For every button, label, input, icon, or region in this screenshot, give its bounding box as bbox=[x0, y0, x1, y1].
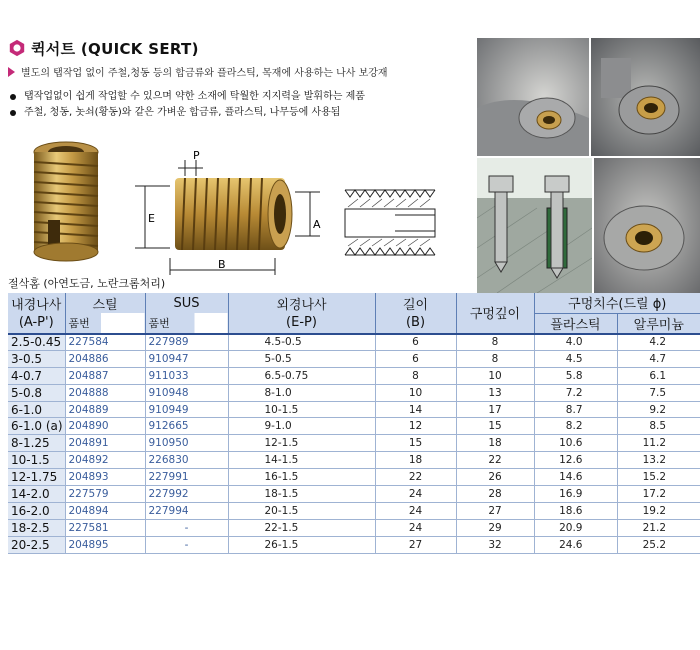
aluminum-drill-cell: 19.2 bbox=[617, 502, 700, 519]
table-row bbox=[8, 418, 700, 435]
depth-cell: 28 bbox=[456, 486, 534, 503]
size-cell: 10-1.5 bbox=[8, 452, 65, 469]
length-cell: 24 bbox=[375, 502, 456, 519]
insert-closeup-photo bbox=[591, 38, 700, 156]
aluminum-drill-cell: 8.5 bbox=[617, 418, 700, 435]
plastic-drill-cell: 4.5 bbox=[534, 350, 617, 367]
plastic-drill-cell: 12.6 bbox=[534, 452, 617, 469]
outer-thread-cell: 20-1.5 bbox=[228, 502, 375, 519]
bullet-icon bbox=[10, 110, 16, 116]
sus-code-cell: - bbox=[145, 519, 228, 536]
table-row bbox=[8, 486, 700, 503]
sus-code-cell: 227989 bbox=[145, 334, 228, 351]
length-cell: 6 bbox=[375, 334, 456, 351]
bullet-icon bbox=[10, 94, 16, 100]
size-cell: 16-2.0 bbox=[8, 502, 65, 519]
outer-thread-cell: 14-1.5 bbox=[228, 452, 375, 469]
insert-in-casting-photo bbox=[477, 38, 589, 156]
depth-cell: 13 bbox=[456, 384, 534, 401]
col-sus-header: SUS bbox=[145, 293, 228, 313]
cross-section-drawing bbox=[340, 185, 440, 260]
size-cell: 4-0.7 bbox=[8, 367, 65, 384]
subtitle-row bbox=[8, 64, 388, 79]
sus-code-cell: 910948 bbox=[145, 384, 228, 401]
feature-item bbox=[10, 89, 365, 105]
plastic-drill-cell: 20.9 bbox=[534, 519, 617, 536]
size-cell: 20-2.5 bbox=[8, 536, 65, 553]
steel-code-cell: 204890 bbox=[65, 418, 145, 435]
table-row bbox=[8, 401, 700, 418]
table-body bbox=[8, 334, 700, 554]
col-drill-header: 구멍치수(드릴 ϕ) bbox=[534, 293, 700, 313]
aluminum-drill-cell: 15.2 bbox=[617, 469, 700, 486]
size-cell: 18-2.5 bbox=[8, 519, 65, 536]
col-aluminum-header: 알루미늄 bbox=[617, 313, 700, 334]
steel-code-cell: 204886 bbox=[65, 350, 145, 367]
col-length-header: 길이 bbox=[375, 293, 456, 313]
length-cell: 15 bbox=[375, 435, 456, 452]
plastic-drill-cell: 24.6 bbox=[534, 536, 617, 553]
page-title-row bbox=[8, 38, 199, 58]
sus-code-cell: 227991 bbox=[145, 469, 228, 486]
depth-cell: 15 bbox=[456, 418, 534, 435]
col-outer-header: 외경나사 bbox=[228, 293, 375, 313]
steel-code-cell: 204892 bbox=[65, 452, 145, 469]
depth-cell: 18 bbox=[456, 435, 534, 452]
aluminum-drill-cell: 4.7 bbox=[617, 350, 700, 367]
sus-code-cell: 910949 bbox=[145, 401, 228, 418]
outer-thread-cell: 12-1.5 bbox=[228, 435, 375, 452]
triangle-marker-icon bbox=[8, 67, 15, 77]
dim-label-e: E bbox=[148, 212, 155, 225]
sus-code-cell: - bbox=[145, 536, 228, 553]
col-sus-subheader: 품번 bbox=[145, 313, 228, 334]
size-cell: 14-2.0 bbox=[8, 486, 65, 503]
installation-diagram-photo bbox=[477, 158, 592, 293]
table-row bbox=[8, 367, 700, 384]
size-cell: 3-0.5 bbox=[8, 350, 65, 367]
plastic-drill-cell: 4.0 bbox=[534, 334, 617, 351]
outer-thread-cell: 18-1.5 bbox=[228, 486, 375, 503]
sus-code-cell: 227992 bbox=[145, 486, 228, 503]
depth-cell: 10 bbox=[456, 367, 534, 384]
size-cell: 5-0.8 bbox=[8, 384, 65, 401]
dim-label-p: P bbox=[193, 150, 200, 162]
feature-list bbox=[10, 89, 365, 121]
col-size-subheader: (A-P') bbox=[8, 313, 65, 334]
steel-code-cell: 227584 bbox=[65, 334, 145, 351]
sus-code-cell: 227994 bbox=[145, 502, 228, 519]
aluminum-drill-cell: 9.2 bbox=[617, 401, 700, 418]
table-row bbox=[8, 435, 700, 452]
col-depth-header: 구멍깊이 bbox=[456, 293, 534, 334]
dim-label-b: B bbox=[218, 258, 226, 271]
steel-code-cell: 204895 bbox=[65, 536, 145, 553]
sus-code-cell: 910947 bbox=[145, 350, 228, 367]
feature-item bbox=[10, 105, 365, 121]
length-cell: 22 bbox=[375, 469, 456, 486]
installed-insert-photo bbox=[594, 158, 700, 293]
aluminum-drill-cell: 4.2 bbox=[617, 334, 700, 351]
outer-thread-cell: 10-1.5 bbox=[228, 401, 375, 418]
steel-code-cell: 204888 bbox=[65, 384, 145, 401]
depth-cell: 26 bbox=[456, 469, 534, 486]
table-row bbox=[8, 519, 700, 536]
plastic-drill-cell: 5.8 bbox=[534, 367, 617, 384]
dimension-drawing bbox=[130, 150, 330, 280]
table-row bbox=[8, 452, 700, 469]
table-row bbox=[8, 502, 700, 519]
feature-text: 주철, 청동, 놋쇠(황동)와 같은 가벼운 합금류, 플라스틱, 나무등에 사용됨 bbox=[24, 107, 341, 118]
aluminum-drill-cell: 11.2 bbox=[617, 435, 700, 452]
outer-thread-cell: 16-1.5 bbox=[228, 469, 375, 486]
size-cell: 12-1.75 bbox=[8, 469, 65, 486]
sus-code-cell: 226830 bbox=[145, 452, 228, 469]
plastic-drill-cell: 16.9 bbox=[534, 486, 617, 503]
brass-insert-photo bbox=[20, 140, 112, 270]
plastic-drill-cell: 8.2 bbox=[534, 418, 617, 435]
length-cell: 6 bbox=[375, 350, 456, 367]
subtitle-text: 별도의 탭작업 없이 주철,청동 등의 합금류와 플라스틱, 목재에 사용하는 나사 보강재 bbox=[21, 68, 388, 79]
depth-cell: 29 bbox=[456, 519, 534, 536]
size-cell: 6-1.0 bbox=[8, 401, 65, 418]
steel-code-cell: 204891 bbox=[65, 435, 145, 452]
illustration-caption: 절삭홈 (아연도금, 노란크롬처리) bbox=[8, 277, 166, 290]
depth-cell: 8 bbox=[456, 350, 534, 367]
col-size-header: 내경나사 bbox=[8, 293, 65, 313]
length-cell: 8 bbox=[375, 367, 456, 384]
size-cell: 8-1.25 bbox=[8, 435, 65, 452]
outer-thread-cell: 5-0.5 bbox=[228, 350, 375, 367]
table-row bbox=[8, 536, 700, 553]
depth-cell: 22 bbox=[456, 452, 534, 469]
table-subheader-row bbox=[8, 313, 700, 334]
depth-cell: 32 bbox=[456, 536, 534, 553]
col-length-subheader: (B) bbox=[375, 313, 456, 334]
page-title: 퀵서트 (QUICK SERT) bbox=[31, 39, 199, 58]
outer-thread-cell: 4.5-0.5 bbox=[228, 334, 375, 351]
hexagon-nut-icon bbox=[8, 39, 26, 57]
size-cell: 6-1.0 (a) bbox=[8, 418, 65, 435]
length-cell: 18 bbox=[375, 452, 456, 469]
table-row bbox=[8, 350, 700, 367]
size-cell: 2.5-0.45 bbox=[8, 334, 65, 351]
plastic-drill-cell: 10.6 bbox=[534, 435, 617, 452]
outer-thread-cell: 6.5-0.75 bbox=[228, 367, 375, 384]
outer-thread-cell: 9-1.0 bbox=[228, 418, 375, 435]
length-cell: 14 bbox=[375, 401, 456, 418]
aluminum-drill-cell: 21.2 bbox=[617, 519, 700, 536]
sus-code-cell: 910950 bbox=[145, 435, 228, 452]
spec-table bbox=[8, 293, 700, 554]
steel-code-cell: 204889 bbox=[65, 401, 145, 418]
length-cell: 12 bbox=[375, 418, 456, 435]
col-steel-header: 스틸 bbox=[65, 293, 145, 313]
col-outer-subheader: (E-P) bbox=[228, 313, 375, 334]
aluminum-drill-cell: 13.2 bbox=[617, 452, 700, 469]
steel-code-cell: 227579 bbox=[65, 486, 145, 503]
outer-thread-cell: 8-1.0 bbox=[228, 384, 375, 401]
plastic-drill-cell: 14.6 bbox=[534, 469, 617, 486]
steel-code-cell: 204893 bbox=[65, 469, 145, 486]
plastic-drill-cell: 8.7 bbox=[534, 401, 617, 418]
length-cell: 24 bbox=[375, 486, 456, 503]
col-plastic-header: 플라스틱 bbox=[534, 313, 617, 334]
dim-label-a: A bbox=[313, 218, 321, 231]
aluminum-drill-cell: 7.5 bbox=[617, 384, 700, 401]
col-steel-subheader: 품번 bbox=[65, 313, 145, 334]
feature-text: 탭작업없이 쉽게 작업할 수 있으며 약한 소재에 탁월한 지지력을 발휘하는 제품 bbox=[24, 91, 365, 102]
length-cell: 24 bbox=[375, 519, 456, 536]
plastic-drill-cell: 7.2 bbox=[534, 384, 617, 401]
table-row bbox=[8, 469, 700, 486]
steel-code-cell: 227581 bbox=[65, 519, 145, 536]
length-cell: 27 bbox=[375, 536, 456, 553]
depth-cell: 17 bbox=[456, 401, 534, 418]
aluminum-drill-cell: 6.1 bbox=[617, 367, 700, 384]
aluminum-drill-cell: 17.2 bbox=[617, 486, 700, 503]
sus-code-cell: 912665 bbox=[145, 418, 228, 435]
depth-cell: 8 bbox=[456, 334, 534, 351]
outer-thread-cell: 22-1.5 bbox=[228, 519, 375, 536]
sus-code-cell: 911033 bbox=[145, 367, 228, 384]
outer-thread-cell: 26-1.5 bbox=[228, 536, 375, 553]
table-row bbox=[8, 384, 700, 401]
aluminum-drill-cell: 25.2 bbox=[617, 536, 700, 553]
table-header-row bbox=[8, 293, 700, 313]
steel-code-cell: 204894 bbox=[65, 502, 145, 519]
length-cell: 10 bbox=[375, 384, 456, 401]
plastic-drill-cell: 18.6 bbox=[534, 502, 617, 519]
table-row bbox=[8, 334, 700, 351]
depth-cell: 27 bbox=[456, 502, 534, 519]
photo-panel bbox=[477, 38, 700, 293]
steel-code-cell: 204887 bbox=[65, 367, 145, 384]
